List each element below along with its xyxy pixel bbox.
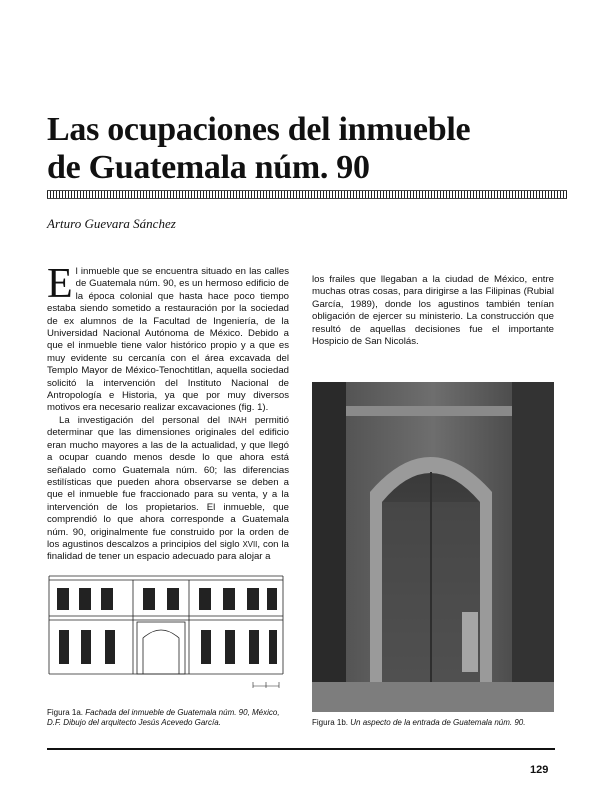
paragraph-1-text: l inmueble que se encuentra situado en las calles de Guatemala núm. 90, es un hermoso edificio de la época colonial que hasta hace poco tiempo estaba siendo sometido a restauración por la sociedad de ex alumnos de la Facultad de Ingeniería, de la Universidad Nacional Autónoma de México. Debido a que el inmueble tiene valor histórico propio y a que es muy evidente su cercanía con el área excavada del Templo Mayor de México-Tenochtitlan, aquella sociedad solicitó la intervención del Instituto Nacional de Antropología e Historia, ya que por muy diversos motivos era necesario realizar excavaciones (fig. 1).	[47, 266, 289, 414]
entrance-photo	[312, 382, 554, 712]
upper-windows	[57, 588, 277, 610]
paragraph-2-text-c: , con la finalidad de tener un espacio adecuado para alojar a	[47, 538, 290, 563]
article-title	[47, 111, 567, 187]
figure-1b-text: Un aspecto de la entrada de Guatemala núm. 90.	[350, 718, 526, 727]
figure-1a-text: Fachada del inmueble de Guatemala núm. 90, México, D.F. Dibujo del arquitecto Jesús Acevedo García.	[47, 708, 280, 727]
figure-1a-caption	[47, 708, 292, 728]
century-numeral: XVII	[242, 539, 258, 549]
entrance-photo-drawing	[312, 382, 554, 712]
left-column	[47, 261, 290, 564]
paragraph-1	[47, 261, 289, 415]
drop-cap: E	[47, 261, 73, 307]
paragraph-2-text-a: La investigación del personal del	[59, 414, 229, 426]
paragraph-2-text-b: permitió determinar que las dimensiones originales del edificio eran mucho mayores a las de la actualidad, y que llegó a ocupar cuando menos desde lo que ahora está señalado como Guatemala núm. 60; las diferencias estilísticas que pueden ahora observarse se deben a que el inmueble fue fraccionado para su venta, y a la intervención de los propietarios. El inmueble, que comprendió lo que ahora corresponde a Guatemala núm. 90, originalmente fue construido por la orden de los agustinos descalzos a principios del siglo	[47, 414, 289, 550]
scale-bar	[253, 682, 279, 688]
paragraph-3: los frailes que llegaban a la ciudad de México, entre muchas otras cosas, para dirigirse a las Filipinas (Rubial García, 1989), donde los agustinos también tenían obligación de ejercer su ministerio. La construcción que resultó de aquellas decisiones fue el importante Hospicio de San Nicolás.	[312, 274, 554, 348]
figure-1a-label: Figura 1a.	[47, 708, 86, 717]
title-rule	[47, 190, 567, 199]
figure-1b-label: Figura 1b.	[312, 718, 351, 727]
inah-abbrev: INAH	[228, 415, 247, 425]
title-line-2: de Guatemala núm. 90	[47, 149, 370, 186]
facade-elevation-drawing	[47, 572, 285, 692]
right-column	[312, 274, 554, 348]
figure-1b-caption	[312, 718, 557, 728]
paragraph-2	[47, 415, 289, 564]
author-name: Arturo Guevara Sánchez	[47, 216, 176, 231]
lower-windows	[59, 630, 277, 664]
title-line-1: Las ocupaciones del inmueble	[47, 111, 471, 148]
page-number: 129	[530, 764, 549, 776]
footer-rule	[47, 748, 555, 750]
